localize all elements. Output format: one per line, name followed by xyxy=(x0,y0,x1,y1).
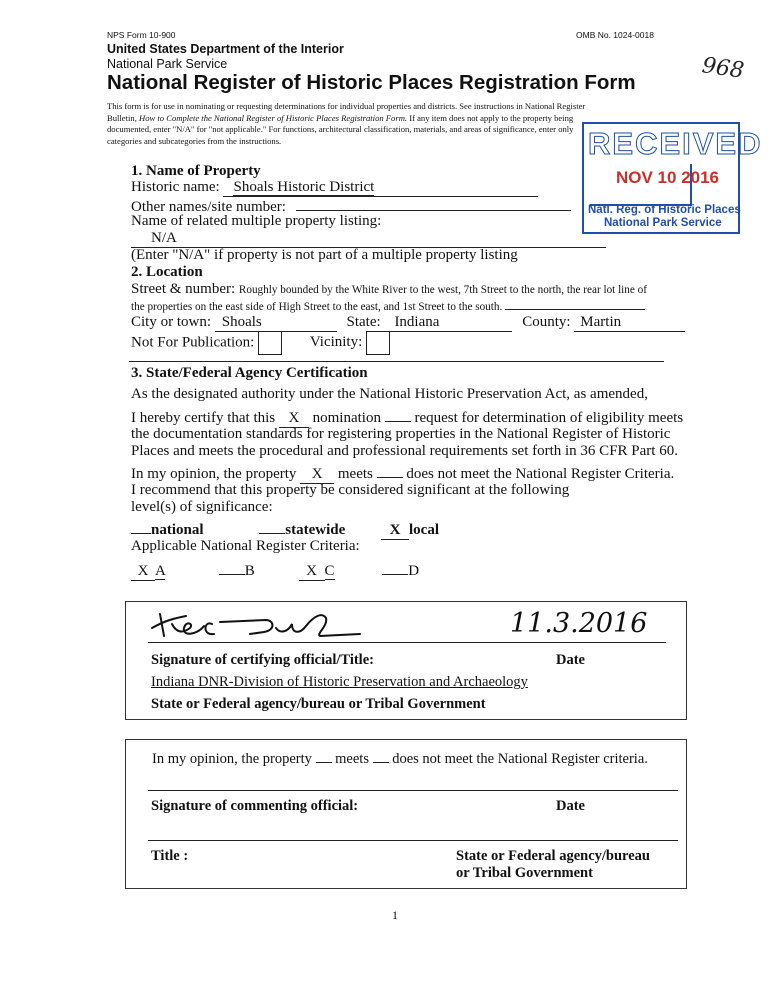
city-label: City or town: xyxy=(131,314,212,330)
other-names-label: Other names/site number: xyxy=(131,199,286,215)
related-note: (Enter "N/A" if property is not part of a multiple property listing xyxy=(131,247,518,263)
historic-name-label: Historic name: xyxy=(131,179,220,195)
historic-name-row xyxy=(131,179,538,197)
request-mark[interactable] xyxy=(385,409,411,422)
handwritten-note: 968 xyxy=(700,53,746,84)
section3-heading: 3. State/Federal Agency Certification xyxy=(131,365,368,381)
criteria-d-mark[interactable] xyxy=(382,562,408,575)
city-row xyxy=(131,314,685,332)
stamp-line1: Natl. Reg. of Historic Places xyxy=(588,204,741,216)
significance-levels: national statewide X local xyxy=(131,521,439,540)
commenting-agency-line1: State or Federal agency/bureau xyxy=(456,848,650,864)
commenting-date-label: Date xyxy=(556,798,585,814)
service: National Park Service xyxy=(107,57,228,71)
stamp-received: RECEIVED xyxy=(588,126,763,161)
commenting-box xyxy=(125,739,687,889)
publication-row xyxy=(131,331,390,355)
signature-image xyxy=(146,606,376,642)
recommend-line1: I recommend that this property be considered significant at the following xyxy=(131,482,570,498)
certifying-agency: Indiana DNR-Division of Historic Preservation and Archaeology xyxy=(151,674,528,690)
certify-line3: Places and meets the procedural and professional requirements set forth in 36 CFR Part 60. xyxy=(131,443,678,459)
county-label: County: xyxy=(522,314,571,330)
commenting-meets-mark[interactable] xyxy=(316,750,332,763)
state-label: State: xyxy=(346,314,381,330)
vicinity-label: Vicinity: xyxy=(309,334,363,351)
nomination-mark[interactable]: X xyxy=(279,410,309,428)
criteria-row: X A B X C D xyxy=(131,562,419,581)
form-title: National Register of Historic Places Registration Form xyxy=(107,71,636,94)
historic-name-field[interactable]: Shoals Historic District xyxy=(223,179,538,197)
street-row-2 xyxy=(131,301,645,313)
street-value-1: Roughly bounded by the White River to the west, 7th Street to the north, the rear lot line of xyxy=(238,284,647,296)
commenting-agency-line2: or Tribal Government xyxy=(456,865,593,881)
section2-heading: 2. Location xyxy=(131,264,203,280)
street-row xyxy=(131,281,647,298)
omb-number: OMB No. 1024-0018 xyxy=(576,30,654,40)
stamp-date: NOV 10 2016 xyxy=(616,168,720,187)
city-field[interactable]: Shoals xyxy=(215,314,337,332)
section-divider xyxy=(129,361,664,362)
commenting-title-label: Title : xyxy=(151,848,189,864)
criteria-c-mark[interactable]: X xyxy=(299,563,325,581)
state-field[interactable]: Indiana xyxy=(384,314,512,332)
opinion-row: In my opinion, the property X meets does not meet the National Register Criteria. xyxy=(131,466,675,482)
commenting-signature-label: Signature of commenting official: xyxy=(151,798,359,814)
street-label: Street & number: xyxy=(131,281,236,297)
commenting-not-meet-mark[interactable] xyxy=(373,750,389,763)
signature-line xyxy=(148,642,666,643)
page-number: 1 xyxy=(392,908,398,922)
intro-text: This form is for use in nominating or requesting determinations for individual properties and districts. See instructions in National Register Bulletin, How to Complete the National Register of Historic Places Registration Form. If any item does not apply to the property being documented, enter "N/A" for "not applicable." For functions, architectural classification, materials, and areas of significance, enter only categories and subcategories from the instructions. xyxy=(107,101,586,146)
section1-heading: 1. Name of Property xyxy=(131,163,261,179)
authority-line: As the designated authority under the National Historic Preservation Act, as amended, xyxy=(131,386,648,402)
statewide-mark[interactable] xyxy=(259,521,285,534)
related-label: Name of related multiple property listing: xyxy=(131,213,382,229)
related-field[interactable]: N/A xyxy=(131,230,606,248)
certifying-signature-label: Signature of certifying official/Title: xyxy=(151,652,374,668)
form-number: NPS Form 10-900 xyxy=(107,30,176,40)
certifying-box xyxy=(125,601,687,720)
other-names-field[interactable] xyxy=(296,196,571,211)
meets-mark[interactable]: X xyxy=(300,466,334,484)
stamp-line2: National Park Service xyxy=(604,217,722,229)
street-value-2: the properties on the east side of High Street to the east, and 1st Street to the south. xyxy=(131,301,503,313)
national-mark[interactable] xyxy=(131,521,151,534)
department: United States Department of the Interior xyxy=(107,42,344,56)
vicinity-checkbox[interactable] xyxy=(366,331,390,355)
received-stamp xyxy=(582,122,763,234)
criteria-label: Applicable National Register Criteria: xyxy=(131,538,360,554)
certify-line2: the documentation standards for registering properties in the National Register of Historic xyxy=(131,426,671,442)
county-field[interactable]: Martin xyxy=(574,314,685,332)
recommend-line2: level(s) of significance: xyxy=(131,499,273,515)
certifying-date-label: Date xyxy=(556,652,585,668)
criteria-b-mark[interactable] xyxy=(219,562,245,575)
signature-date: 11.3.2016 xyxy=(510,608,648,639)
nfp-label: Not For Publication: xyxy=(131,334,255,351)
nfp-checkbox[interactable] xyxy=(258,331,282,355)
certifying-agency-label: State or Federal agency/bureau or Tribal Government xyxy=(151,696,486,712)
local-mark[interactable]: X xyxy=(381,522,409,540)
certify-row: I hereby certify that this X nomination request for determination of eligibility meets xyxy=(131,410,684,426)
criteria-a-mark[interactable]: X xyxy=(131,563,155,581)
related-row xyxy=(131,230,606,248)
commenting-opinion: In my opinion, the property meets does not meet the National Register criteria. xyxy=(152,751,648,767)
does-not-meet-mark[interactable] xyxy=(377,465,403,478)
